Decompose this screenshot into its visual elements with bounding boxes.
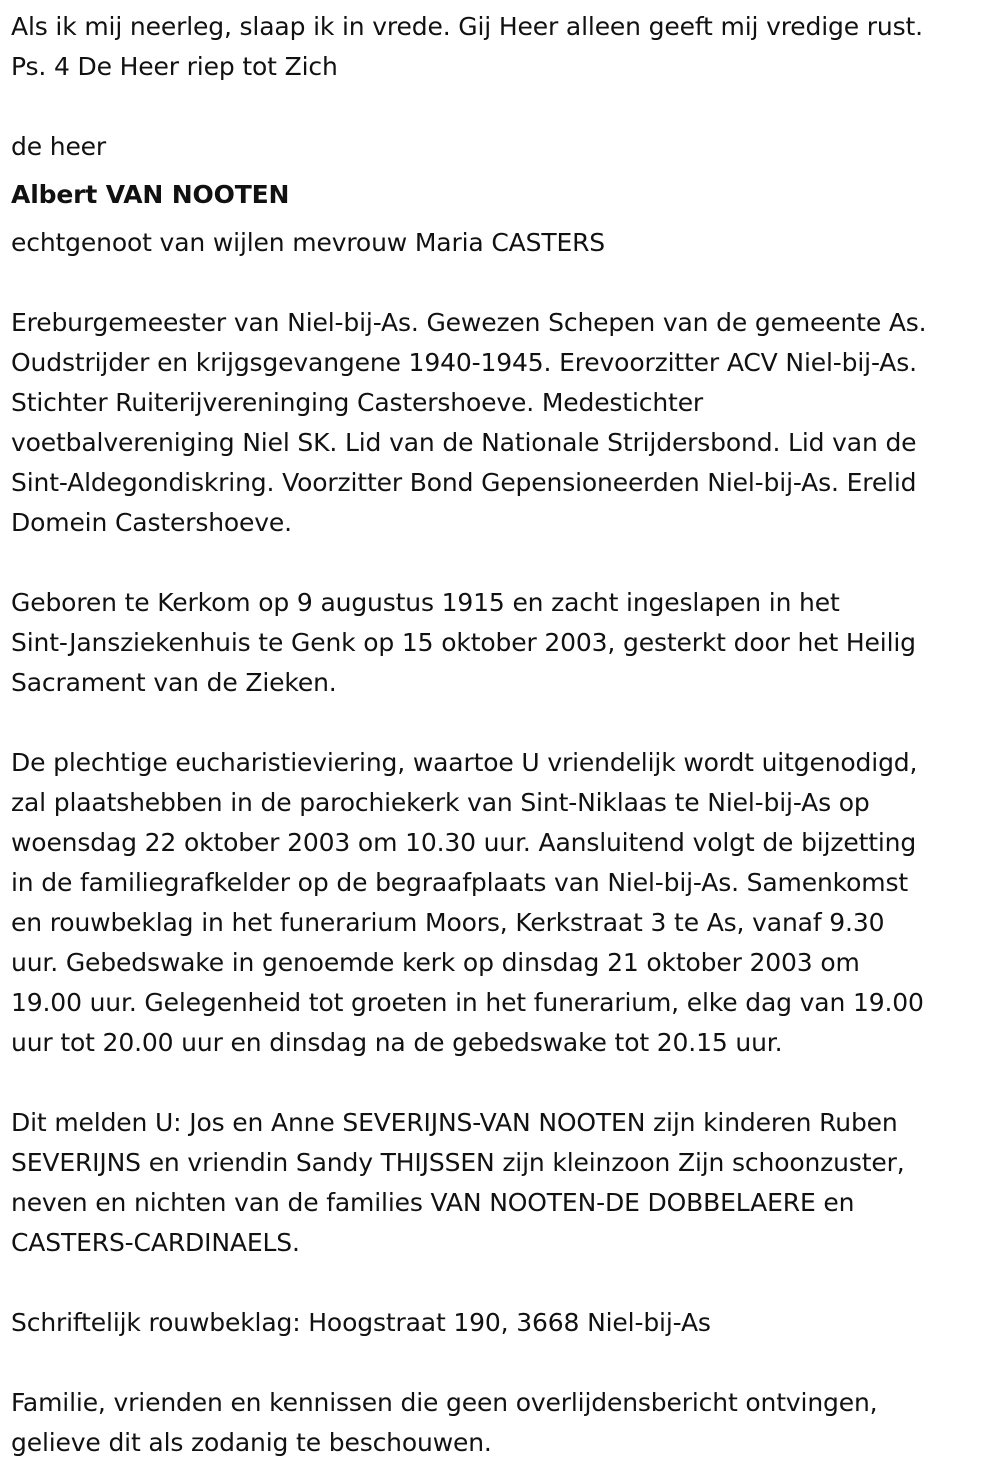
family-line: SEVERIJNS en vriendin Sandy THIJSSEN zijn kleinzoon Zijn schoonzuster,	[11, 1148, 905, 1177]
family-line: neven en nichten van de families VAN NOOTEN-DE DOBBELAERE en	[11, 1188, 855, 1217]
ceremony-line: 19.00 uur. Gelegenheid tot groeten in het funerarium, elke dag van 19.00	[11, 988, 924, 1017]
ceremony-line: De plechtige eucharistieviering, waartoe U vriendelijk wordt uitgenodigd,	[11, 748, 918, 777]
deceased-name: Albert VAN NOOTEN	[11, 180, 290, 209]
verse-section	[11, 7, 996, 87]
ceremony-line: uur tot 20.00 uur en dinsdag na de gebedswake tot 20.15 uur.	[11, 1028, 783, 1057]
titles-line: Ereburgemeester van Niel-bij-As. Gewezen Schepen van de gemeente As.	[11, 308, 927, 337]
spouse-line: echtgenoot van wijlen mevrouw Maria CASTERS	[11, 228, 606, 257]
ceremony-line: uur. Gebedswake in genoemde kerk op dinsdag 21 oktober 2003 om	[11, 948, 860, 977]
titles-line: Sint-Aldegondiskring. Voorzitter Bond Gepensioneerden Niel-bij-As. Erelid	[11, 468, 917, 497]
birth-death-line: Geboren te Kerkom op 9 augustus 1915 en zacht ingeslapen in het	[11, 588, 840, 617]
titles-line: Domein Castershoeve.	[11, 508, 292, 537]
titles-line: voetbalvereniging Niel SK. Lid van de Nationale Strijdersbond. Lid van de	[11, 428, 917, 457]
titles-line: Oudstrijder en krijgsgevangene 1940-1945. Erevoorzitter ACV Niel-bij-As.	[11, 348, 917, 377]
condolence-paragraph	[11, 1303, 996, 1343]
ceremony-line: en rouwbeklag in het funerarium Moors, Kerkstraat 3 te As, vanaf 9.30	[11, 908, 885, 937]
titles-line: Stichter Ruiterijvereninging Castershoeve. Medestichter	[11, 388, 704, 417]
birth-death-paragraph	[11, 583, 996, 703]
ceremony-line: in de familiegrafkelder op de begraafplaats van Niel-bij-As. Samenkomst	[11, 868, 908, 897]
ceremony-line: zal plaatshebben in de parochiekerk van Sint-Niklaas te Niel-bij-As op	[11, 788, 870, 817]
ceremony-line: woensdag 22 oktober 2003 om 10.30 uur. Aansluitend volgt de bijzetting	[11, 828, 917, 857]
ceremony-paragraph	[11, 743, 996, 1063]
family-line: Dit melden U: Jos en Anne SEVERIJNS-VAN NOOTEN zijn kinderen Ruben	[11, 1108, 898, 1137]
family-line: CASTERS-CARDINAELS.	[11, 1228, 300, 1257]
birth-death-line: Sacrament van de Zieken.	[11, 668, 337, 697]
name-section	[11, 127, 996, 263]
obituary-document	[11, 7, 996, 1463]
birth-death-line: Sint-Jansziekenhuis te Genk op 15 oktober 2003, gesterkt door het Heilig	[11, 628, 916, 657]
verse-line: Als ik mij neerleg, slaap ik in vrede. Gij Heer alleen geeft mij vredige rust.	[11, 12, 923, 41]
condolence-address: Schriftelijk rouwbeklag: Hoogstraat 190, 3668 Niel-bij-As	[11, 1308, 711, 1337]
closing-paragraph	[11, 1383, 996, 1463]
closing-line: Familie, vrienden en kennissen die geen overlijdensbericht ontvingen,	[11, 1388, 878, 1417]
family-paragraph	[11, 1103, 996, 1263]
salutation: de heer	[11, 132, 107, 161]
titles-paragraph	[11, 303, 996, 543]
verse-reference: Ps. 4 De Heer riep tot Zich	[11, 52, 338, 81]
closing-line: gelieve dit als zodanig te beschouwen.	[11, 1428, 492, 1457]
